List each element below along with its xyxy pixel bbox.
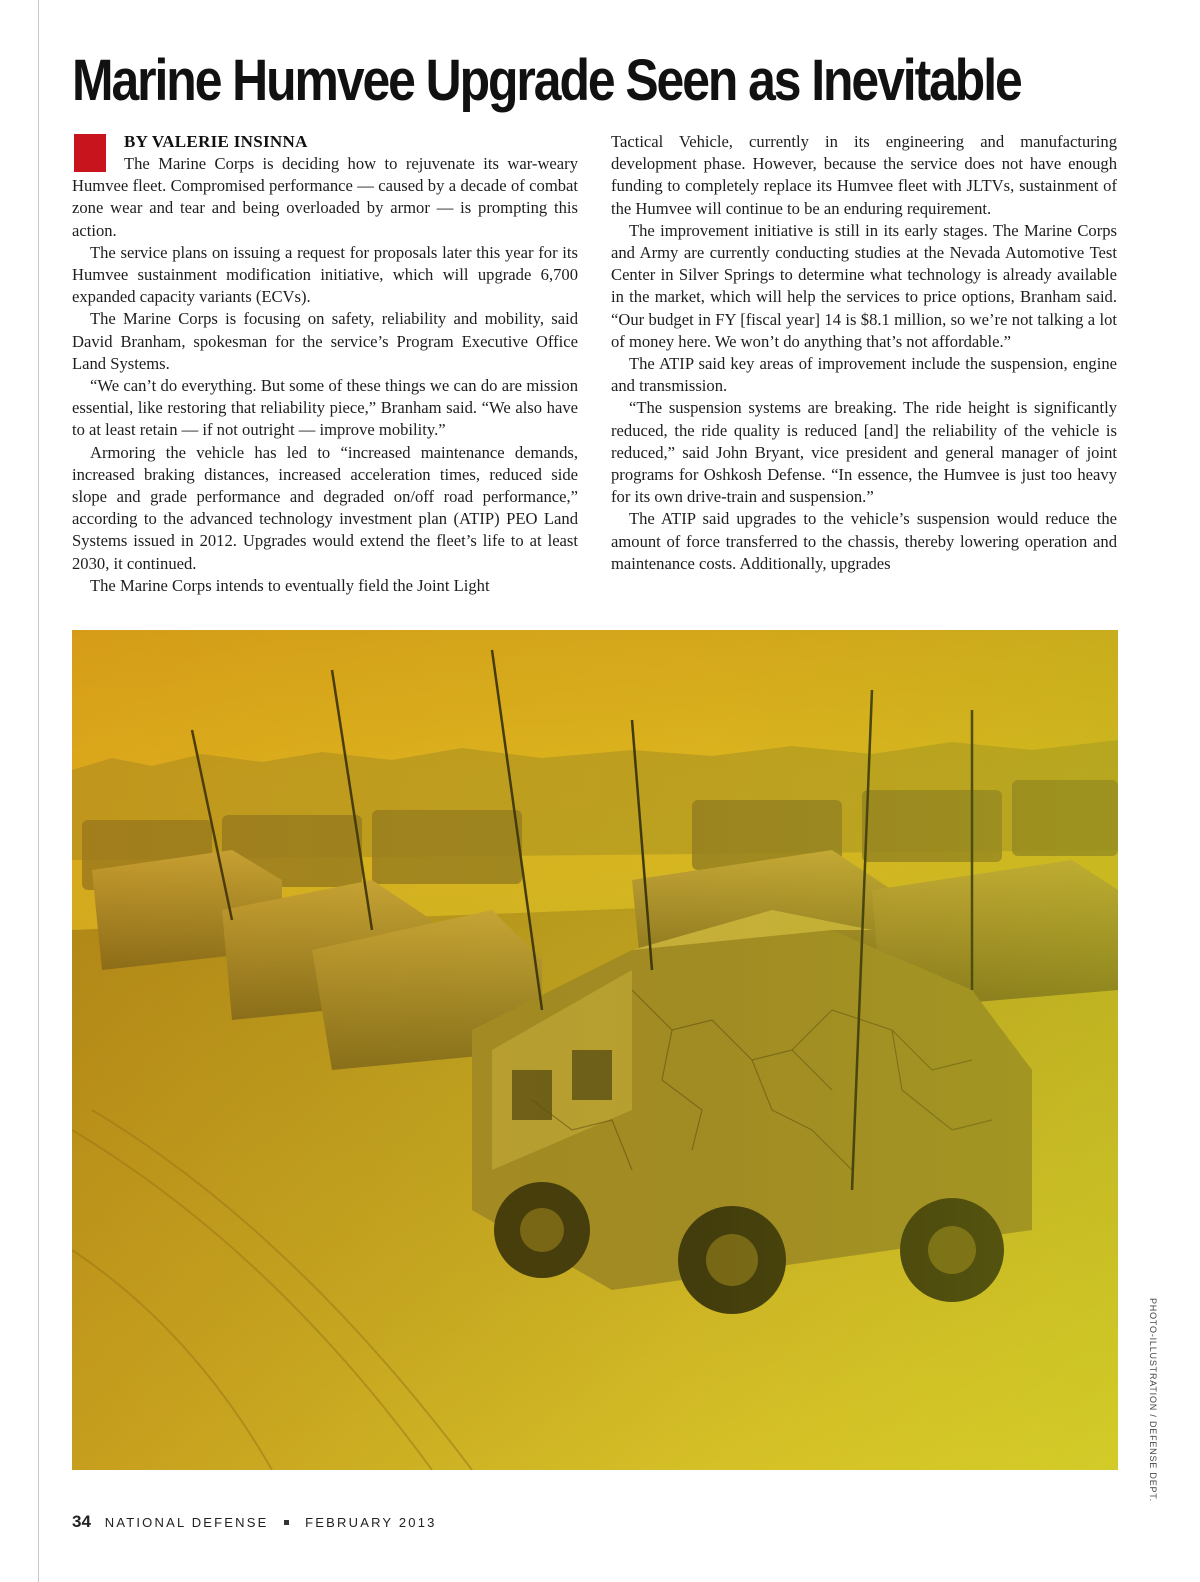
- left-column: [72, 131, 578, 597]
- paragraph: The Marine Corps intends to eventually field the Joint Light: [90, 575, 490, 595]
- photo-credit: PHOTO-ILLUSTRATION / DEFENSE DEPT.: [1148, 1298, 1158, 1502]
- paragraph: “The suspension systems are breaking. The ride height is significantly reduced, the ride quality is reduced [and] the reliability of the vehicle is reduced,” said John Bryant, vice president and general manager of joint programs for Oshkosh Defense. “In essence, the Humvee is just too heavy for its own drive-train and suspension.”: [611, 398, 1117, 507]
- paragraph: The ATIP said key areas of improvement include the suspension, engine and transmission.: [611, 354, 1117, 396]
- publication-name: NATIONAL DEFENSE: [104, 1515, 269, 1530]
- issue-date: FEBRUARY 2013: [305, 1515, 437, 1530]
- paragraph: “We can’t do everything. But some of these things we can do are mission essential, like restoring that reliability piece,” Branham said. “We also have to at least retain — if not outright — improve mobility.”: [72, 376, 578, 440]
- paragraph: The Marine Corps is deciding how to rejuvenate its war-weary Humvee fleet. Compromised performance — caused by a decade of combat zone wear and tear and being overloaded by armor — is prompting this action.: [72, 154, 578, 240]
- paragraph: The service plans on issuing a request for proposals later this year for its Humvee sustainment modification initiative, which will upgrade 6,700 expanded capacity variants (ECVs).: [72, 242, 578, 307]
- page-number: 34: [72, 1512, 91, 1531]
- humvee-fleet-photo: [72, 630, 1118, 1470]
- paragraph: The Marine Corps is focusing on safety, reliability and mobility, said David Branham, spokesman for the service’s Program Executive Office Land Systems.: [72, 309, 578, 373]
- headline: Marine Humvee Upgrade Seen as Inevitable: [72, 48, 1021, 113]
- paragraph: The improvement initiative is still in its early stages. The Marine Corps and Army are currently conducting studies at the Nevada Automotive Test Center in Silver Springs to determine what technology is already available in the market, which will help the services to price options, Branham said. “Our budget in FY [fiscal year] 14 is $8.1 million, so we’re not talking a lot of money here. We won’t do anything that’s not affordable.”: [611, 220, 1117, 351]
- page-edge-rule: [38, 0, 39, 1582]
- paragraph: The ATIP said upgrades to the vehicle’s suspension would reduce the amount of force transferred to the chassis, thereby lowering operation and maintenance costs. Additionally, upgrades: [611, 509, 1117, 573]
- paragraph: Armoring the vehicle has led to “increased maintenance demands, increased braking distances, increased acceleration times, reduced side slope and grade performance and degraded on/off road performance,” according to the advanced technology investment plan (ATIP) PEO Land Systems issued in 2012. Upgrades would extend the fleet’s life to at least 2030, it continued.: [72, 442, 578, 573]
- byline: BY VALERIE INSINNA: [124, 132, 308, 151]
- footer-separator: [284, 1520, 289, 1525]
- byline-row: [72, 131, 578, 153]
- section-marker: [74, 134, 106, 172]
- paragraph-continuation: Tactical Vehicle, currently in its engineering and manufacturing development phase. However, because the service does not have enough funding to completely replace its Humvee fleet with JLTVs, sustainment of the Humvee will continue to be an enduring requirement.: [611, 132, 1117, 218]
- page-footer: [72, 1512, 437, 1532]
- right-column: [611, 131, 1117, 575]
